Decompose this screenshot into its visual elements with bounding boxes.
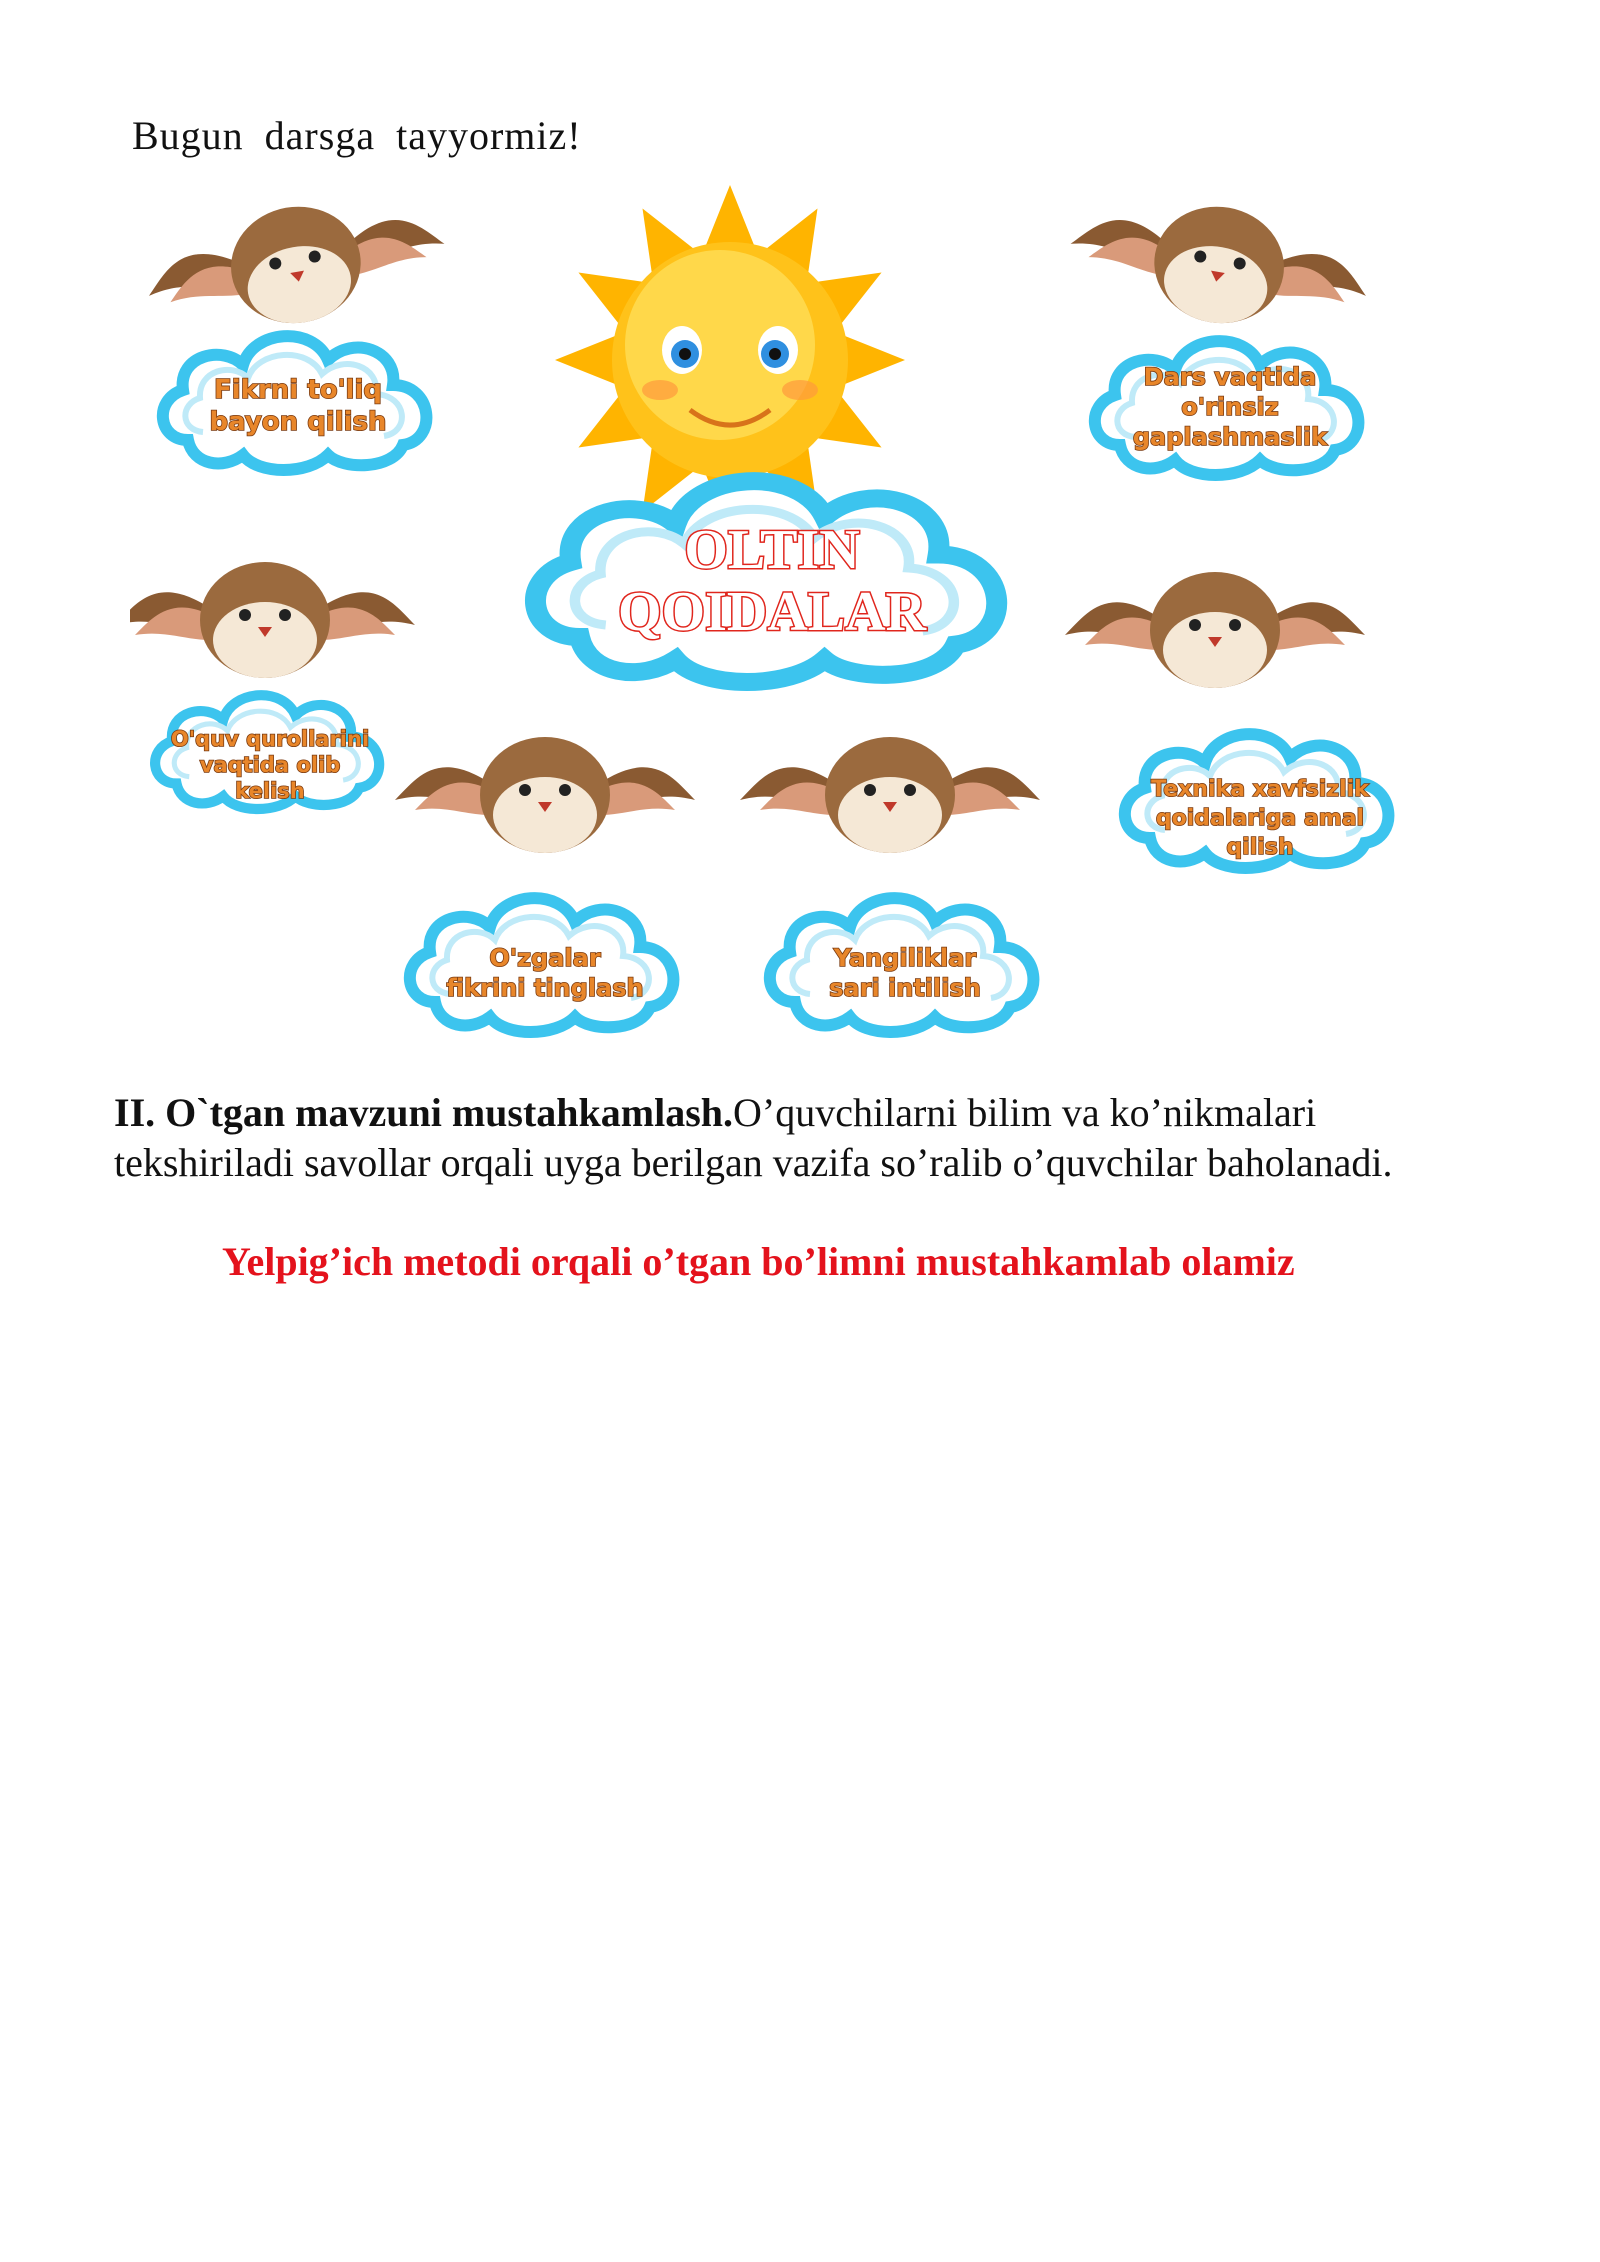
rule-1-line2: bayon qilish <box>209 407 387 437</box>
bird-icon <box>395 737 695 853</box>
rule-3-line2: vaqtida olib <box>199 753 341 777</box>
bird-icon <box>138 182 454 348</box>
poster-title-line1: OLTIN <box>684 519 860 581</box>
bird-icon <box>1065 572 1365 688</box>
section-paragraph <box>114 1088 1444 1188</box>
rule-4-line3: qilish <box>1226 835 1294 860</box>
rule-5-line1: O'zgalar <box>489 944 601 972</box>
bird-icon <box>740 737 1040 853</box>
rule-3-line3: kelish <box>235 779 305 803</box>
intro-text: Bugun darsga tayyormiz! <box>132 113 582 158</box>
poster-illustration <box>130 160 1420 1060</box>
rule-6-line2: sari intilish <box>829 974 981 1002</box>
rule-4-line1: Texnika xavfsizlik <box>1151 777 1369 802</box>
poster-title-line2: QOIDALAR <box>617 581 927 643</box>
rule-2-line3: gaplashmaslik <box>1132 423 1328 451</box>
golden-rules-poster <box>130 160 1420 1060</box>
rule-1-line1: Fikrni to'liq <box>214 375 382 405</box>
bird-icon <box>1061 182 1377 348</box>
section-heading: II. O`tgan mavzuni mustahkamlash. <box>114 1090 734 1135</box>
rule-5-line2: fikrini tinglash <box>446 974 644 1002</box>
rule-4-line2: qoidalariga amal <box>1155 806 1365 831</box>
rule-6-line1: Yangiliklar <box>833 944 977 972</box>
bird-icon <box>130 562 415 678</box>
rule-3-line1: O'quv qurollarini <box>170 727 370 751</box>
rule-2-line1: Dars vaqtida <box>1143 363 1317 391</box>
rule-2-line2: o'rinsiz <box>1181 393 1279 421</box>
section-body: O’quvchilarni bilim va ko’nikmalari tekshiriladi savollar orqali uyga berilgan vazifa so’ralib o’quvchilar baholanadi. <box>114 1090 1393 1185</box>
highlight-text: Yelpig’ich metodi orqali o’tgan bo’limni mustahkamlab olamiz <box>222 1239 1295 1284</box>
